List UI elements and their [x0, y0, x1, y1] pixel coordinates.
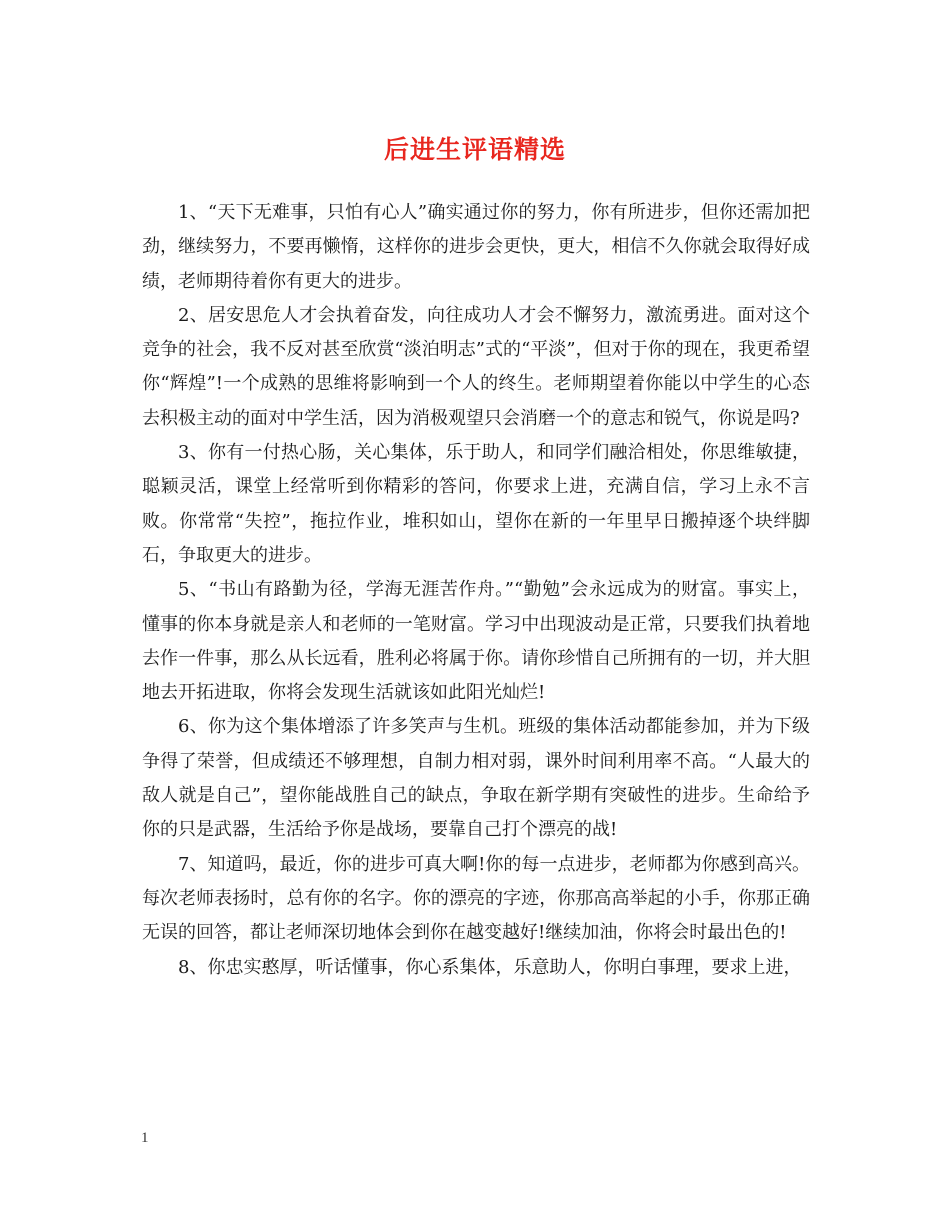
paragraph-5: 5、“书山有路勤为径，学海无涯苦作舟。”“勤勉”会永远成为的财富。事实上，懂事的你本身就是亲人和老师的一笔财富。学习中出现波动是正常，只要我们执着地去作一件事，那么从长远看，胜利必将属于你。请你珍惜自己所拥有的一切，并大胆地去开拓进取，你将会发现生活就该如此阳光灿烂! — [142, 579, 810, 704]
page-number: 1 — [141, 1130, 149, 1146]
paragraph-3: 3、你有一付热心肠，关心集体，乐于助人，和同学们融洽相处，你思维敏捷，聪颖灵活，课堂上经常听到你精彩的答问，你要求上进，充满自信，学习上永不言败。你常常“失控”，拖拉作业，堆积如山，望你在新的一年里早日搬掉逐个块绊脚石，争取更大的进步。 — [142, 442, 810, 566]
paragraph-7: 7、知道吗，最近，你的进步可真大啊!你的每一点进步，老师都为你感到高兴。每次老师表扬时，总有你的名字。你的漂亮的字迹，你那高高举起的小手，你那正确无误的回答，都让老师深切地体会到你在越变越好!继续加油，你将会时最出色的! — [142, 853, 810, 944]
page-title: 后进生评语精选 — [383, 135, 566, 164]
document-body — [142, 196, 810, 985]
paragraph-2: 2、居安思危人才会执着奋发，向往成功人才会不懈努力，激流勇进。面对这个竞争的社会，我不反对甚至欣赏“淡泊明志”式的“平淡”，但对于你的现在，我更希望你“辉煌”!一个成熟的思维将影响到一个人的终生。老师期望着你能以中学生的心态去积极主动的面对中学生活，因为消极观望只会消磨一个的意志和锐气，你说是吗? — [142, 304, 810, 429]
paragraph-8: 8、你忠实憨厚，听话懂事，你心系集体，乐意助人，你明白事理，要求上进， — [178, 956, 802, 978]
paragraph-1: 1、“天下无难事，只怕有心人”确实通过你的努力，你有所进步，但你还需加把劲，继续努力，不要再懒惰，这样你的进步会更快，更大，相信不久你就会取得好成绩，老师期待着你有更大的进步。 — [142, 202, 810, 292]
paragraph-6: 6、你为这个集体增添了许多笑声与生机。班级的集体活动都能参加，并为下级争得了荣誉，但成绩还不够理想，自制力相对弱，课外时间利用率不高。“人最大的敌人就是自己”，望你能战胜自己的缺点，争取在新学期有突破性的进步。生命给予你的只是武器，生活给予你是战场，要靠自己打个漂亮的战! — [142, 716, 810, 841]
